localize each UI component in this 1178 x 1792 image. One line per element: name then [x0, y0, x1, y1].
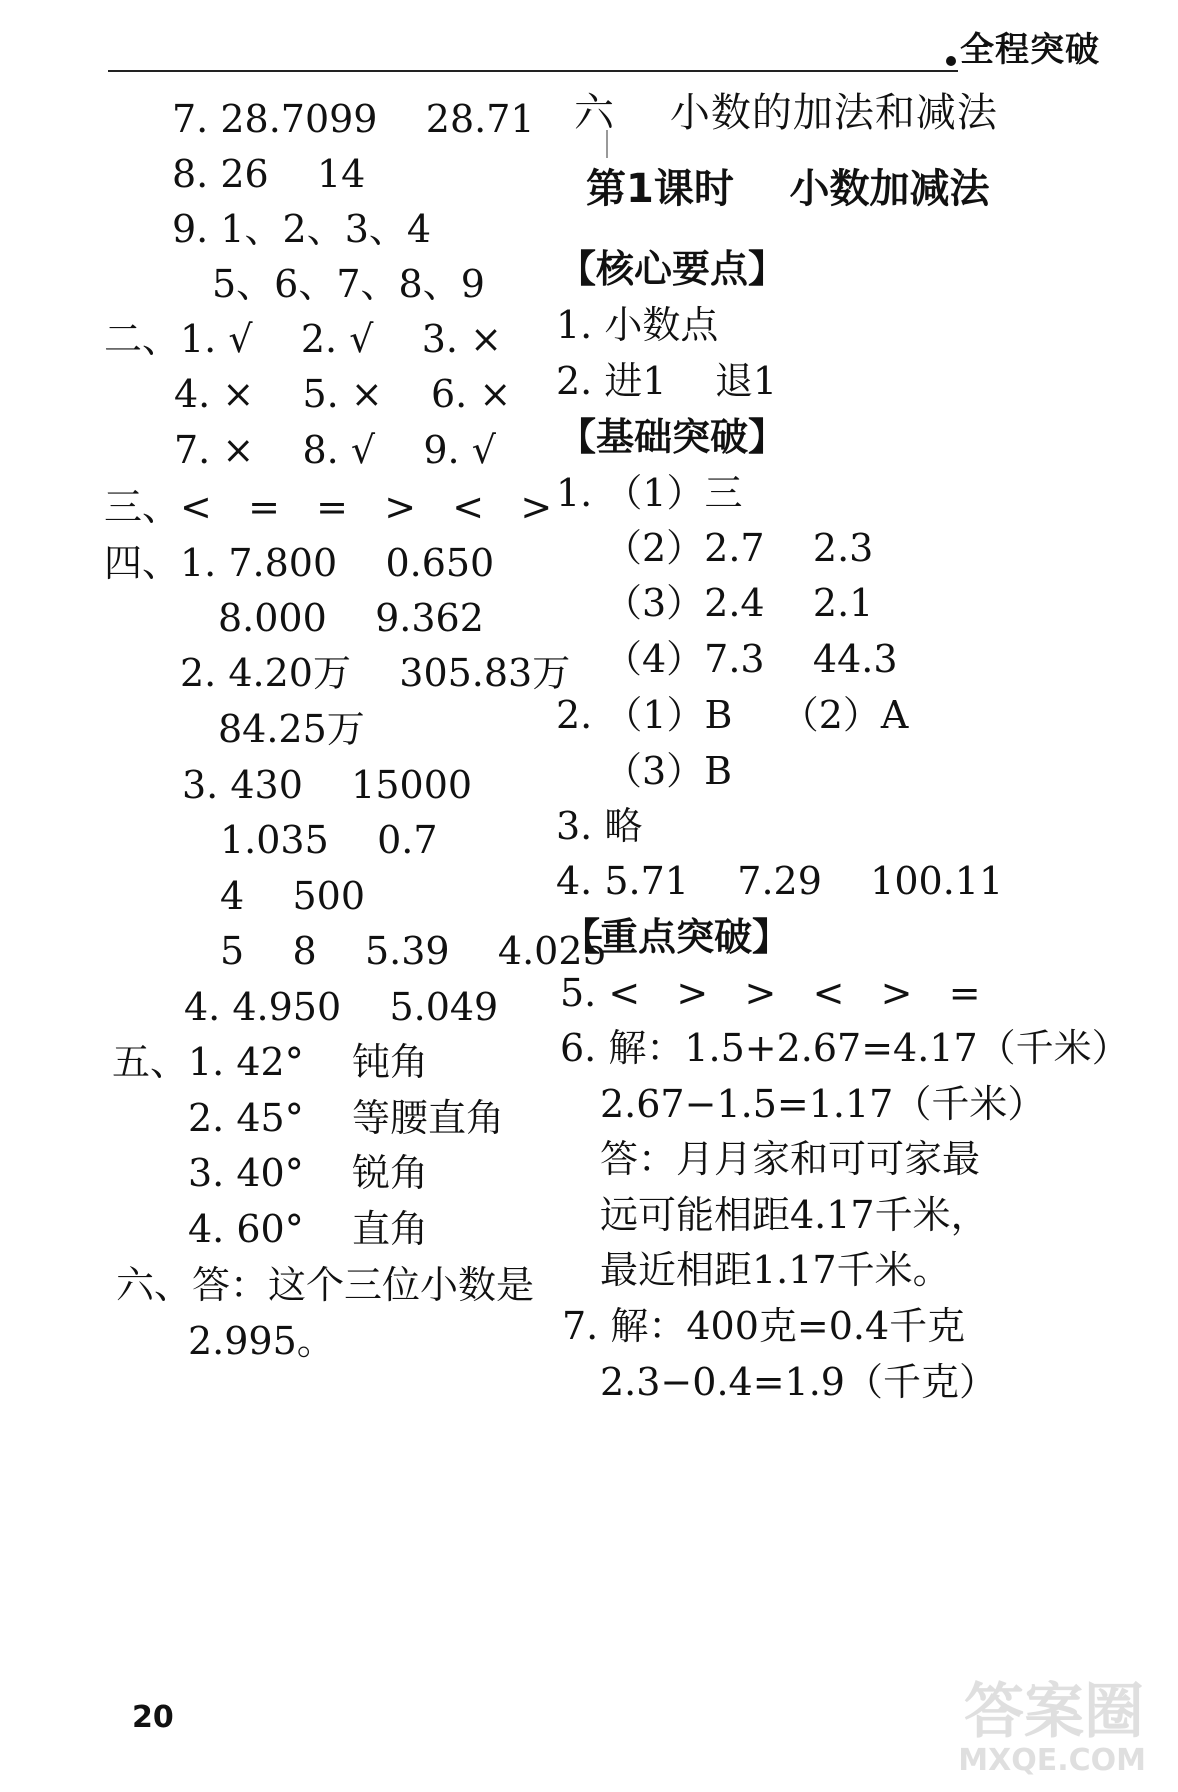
answer-line: 7. × 8. √ 9. √ [174, 428, 496, 472]
answer-line: 7. 28.7099 28.71 [172, 97, 535, 141]
answer-line: 2. 进1 退1 [556, 359, 778, 403]
header-rule [108, 70, 958, 72]
subsection-heading: 【基础突破】 [558, 415, 787, 459]
answer-line: 2.67−1.5=1.17（千米） [600, 1082, 1046, 1126]
answer-line: 答：月月家和可可家最 [600, 1137, 981, 1181]
answer-line: 1.035 0.7 [220, 818, 438, 862]
watermark-text: 答案圈 [964, 1677, 1144, 1747]
answer-line: （4）7.3 44.3 [604, 637, 898, 681]
answer-line: 8. 26 14 [172, 152, 366, 196]
answer-line: 四、1. 7.800 0.650 [104, 541, 495, 585]
answer-line: 4. 60° 直角 [188, 1207, 429, 1251]
lesson-heading: 第1课时 小数加减法 [586, 166, 990, 212]
answer-line: 三、< = = > < > [104, 485, 553, 529]
answer-line: 二、1. √ 2. √ 3. × [104, 317, 502, 361]
answer-line: （3）2.4 2.1 [604, 581, 874, 625]
answer-line: 5. < > > < > = [560, 971, 981, 1015]
answer-line: 84.25万 [218, 707, 365, 751]
subsection-heading: 【核心要点】 [558, 247, 787, 291]
answer-line: （2）2.7 2.3 [604, 526, 874, 570]
answer-line: （3）B [604, 749, 733, 793]
answer-line: 五、1. 42° 钝角 [112, 1040, 429, 1084]
answer-line: 4. 4.950 5.049 [184, 985, 499, 1029]
page-number: 20 [132, 1700, 174, 1735]
answer-line: 1. 小数点 [556, 303, 719, 347]
answer-line: 5、6、7、8、9 [212, 262, 485, 306]
answer-line: 2. 45° 等腰直角 [188, 1096, 505, 1140]
answer-line: 8.000 9.362 [218, 596, 484, 640]
subsection-heading: 【重点突破】 [562, 915, 791, 959]
answer-line: 4 500 [220, 874, 366, 918]
section-heading: 六 小数的加法和减法 [574, 90, 998, 136]
answer-line: 2.995。 [188, 1319, 335, 1363]
answer-line: 5 8 5.39 4.025 [220, 929, 607, 973]
answer-line: 3. 430 15000 [182, 763, 473, 807]
answer-line: 7. 解：400克=0.4千克 [562, 1304, 966, 1348]
answer-line: 2. 4.20万 305.83万 [180, 651, 571, 695]
answer-line: 六、答：这个三位小数是 [116, 1263, 535, 1307]
answer-line: 4. 5.71 7.29 100.11 [556, 859, 1004, 903]
answer-line: 6. 解：1.5+2.67=4.17（千米） [560, 1026, 1130, 1070]
answer-line: 2. （1）B （2）A [556, 693, 909, 737]
header-title: 全程突破 [960, 22, 1100, 71]
answer-line: 远可能相距4.17千米， [600, 1193, 989, 1237]
watermark-url: MXQE.COM [958, 1743, 1146, 1778]
answer-line: 9. 1、2、3、4 [172, 207, 432, 251]
watermark-logo [954, 1664, 1154, 1784]
answer-line: 4. × 5. × 6. × [174, 372, 512, 416]
answer-line: 2.3−0.4=1.9（千克） [600, 1360, 997, 1404]
answer-line: 3. 略 [556, 804, 643, 848]
answer-line: 1. （1）三 [556, 471, 743, 515]
answer-line: 最近相距1.17千米。 [600, 1248, 951, 1292]
answer-line: 3. 40° 锐角 [188, 1151, 429, 1195]
